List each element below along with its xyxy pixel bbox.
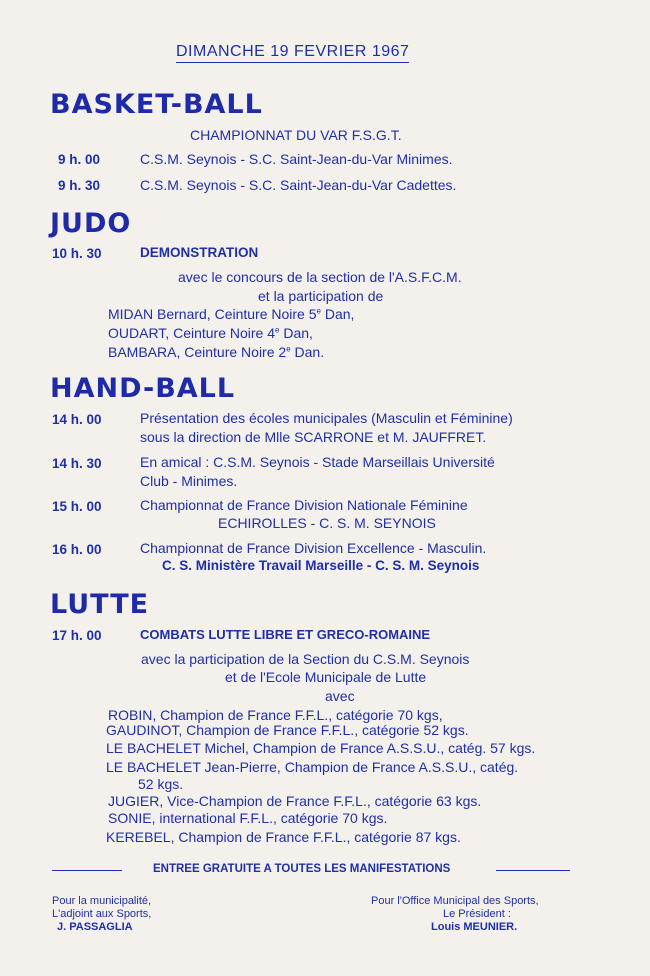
lutte-athlete-1: ROBIN, Champion de France F.F.L., catégorie 70 kgs, xyxy=(108,707,443,723)
basket-match-2: C.S.M. Seynois - S.C. Saint-Jean-du-Var Cadettes. xyxy=(140,177,457,193)
event-date: DIMANCHE 19 FEVRIER 1967 xyxy=(176,43,409,63)
hand-row-4-line-2: C. S. Ministère Travail Marseille - C. S. M. Seynois xyxy=(162,558,480,573)
lutte-athlete-2: GAUDINOT, Champion de France F.F.L., catégorie 52 kgs. xyxy=(106,722,469,738)
lutte-line-3: avec xyxy=(325,688,355,704)
section-title-lutte: LUTTE xyxy=(50,589,150,620)
lutte-time: 17 h. 00 xyxy=(52,628,102,643)
hand-row-3-line-2: ECHIROLLES - C. S. M. SEYNOIS xyxy=(218,515,436,531)
section-title-basketball: BASKET-BALL xyxy=(50,89,263,120)
lutte-athlete-6: SONIE, international F.F.L., catégorie 70 kgs. xyxy=(108,810,388,826)
lutte-athlete-7: KEREBEL, Champion de France F.F.L., catégorie 87 kgs. xyxy=(106,829,461,845)
sign-right-line-2: Le Président : xyxy=(443,908,511,920)
lutte-athlete-4: LE BACHELET Jean-Pierre, Champion de France A.S.S.U., catég. xyxy=(106,759,519,775)
judo-line-1: avec le concours de la section de l'A.S.F.C.M. xyxy=(178,269,462,285)
sign-right-line-1: Pour l'Office Municipal des Sports, xyxy=(371,895,539,907)
section-title-handball: HAND-BALL xyxy=(50,373,236,404)
lutte-athlete-3: LE BACHELET Michel, Champion de France A.S.S.U., catég. 57 kgs. xyxy=(106,740,536,756)
entree-rule-left xyxy=(52,870,122,871)
judo-time: 10 h. 30 xyxy=(52,246,102,261)
section-title-judo: JUDO xyxy=(50,208,132,239)
judo-athlete-2: OUDART, Ceinture Noire 4e Dan, xyxy=(108,325,313,341)
hand-time-2: 14 h. 30 xyxy=(52,456,102,471)
hand-row-2-line-1: En amical : C.S.M. Seynois - Stade Marseillais Université xyxy=(140,454,495,470)
judo-event: DEMONSTRATION xyxy=(140,245,259,260)
basket-time-1: 9 h. 00 xyxy=(58,152,101,167)
entree-rule-right xyxy=(496,870,570,871)
hand-row-2-line-2: Club - Minimes. xyxy=(140,473,238,489)
basket-subtitle: CHAMPIONNAT DU VAR F.S.G.T. xyxy=(190,127,402,143)
free-entry-notice: ENTREE GRATUITE A TOUTES LES MANIFESTATIONS xyxy=(153,863,451,875)
basket-time-2: 9 h. 30 xyxy=(58,178,101,193)
judo-athlete-1: MIDAN Bernard, Ceinture Noire 5e Dan, xyxy=(108,306,355,322)
lutte-event: COMBATS LUTTE LIBRE ET GRECO-ROMAINE xyxy=(140,627,431,642)
judo-athlete-3: BAMBARA, Ceinture Noire 2e Dan. xyxy=(108,344,325,360)
hand-row-1-line-2: sous la direction de Mlle SCARRONE et M. JAUFFRET. xyxy=(140,429,487,445)
lutte-line-1: avec la participation de la Section du C.S.M. Seynois xyxy=(141,651,470,667)
basket-match-1: C.S.M. Seynois - S.C. Saint-Jean-du-Var Minimes. xyxy=(140,151,453,167)
hand-time-1: 14 h. 00 xyxy=(52,412,102,427)
lutte-athlete-4-cont: 52 kgs. xyxy=(138,776,184,792)
hand-row-3-line-1: Championnat de France Division Nationale Féminine xyxy=(140,497,468,513)
sign-right-name: Louis MEUNIER. xyxy=(431,921,518,933)
hand-time-4: 16 h. 00 xyxy=(52,542,102,557)
sign-left-line-1: Pour la municipalité, xyxy=(52,895,152,907)
hand-row-1-line-1: Présentation des écoles municipales (Masculin et Féminine) xyxy=(140,410,513,426)
lutte-line-2: et de l'Ecole Municipale de Lutte xyxy=(225,669,427,685)
hand-time-3: 15 h. 00 xyxy=(52,499,102,514)
judo-line-2: et la participation de xyxy=(258,288,384,304)
sign-left-name: J. PASSAGLIA xyxy=(57,921,133,933)
lutte-athlete-5: JUGIER, Vice-Champion de France F.F.L., catégorie 63 kgs. xyxy=(108,793,482,809)
sign-left-line-2: L'adjoint aux Sports, xyxy=(52,908,152,920)
hand-row-4-line-1: Championnat de France Division Excellence - Masculin. xyxy=(140,540,487,556)
